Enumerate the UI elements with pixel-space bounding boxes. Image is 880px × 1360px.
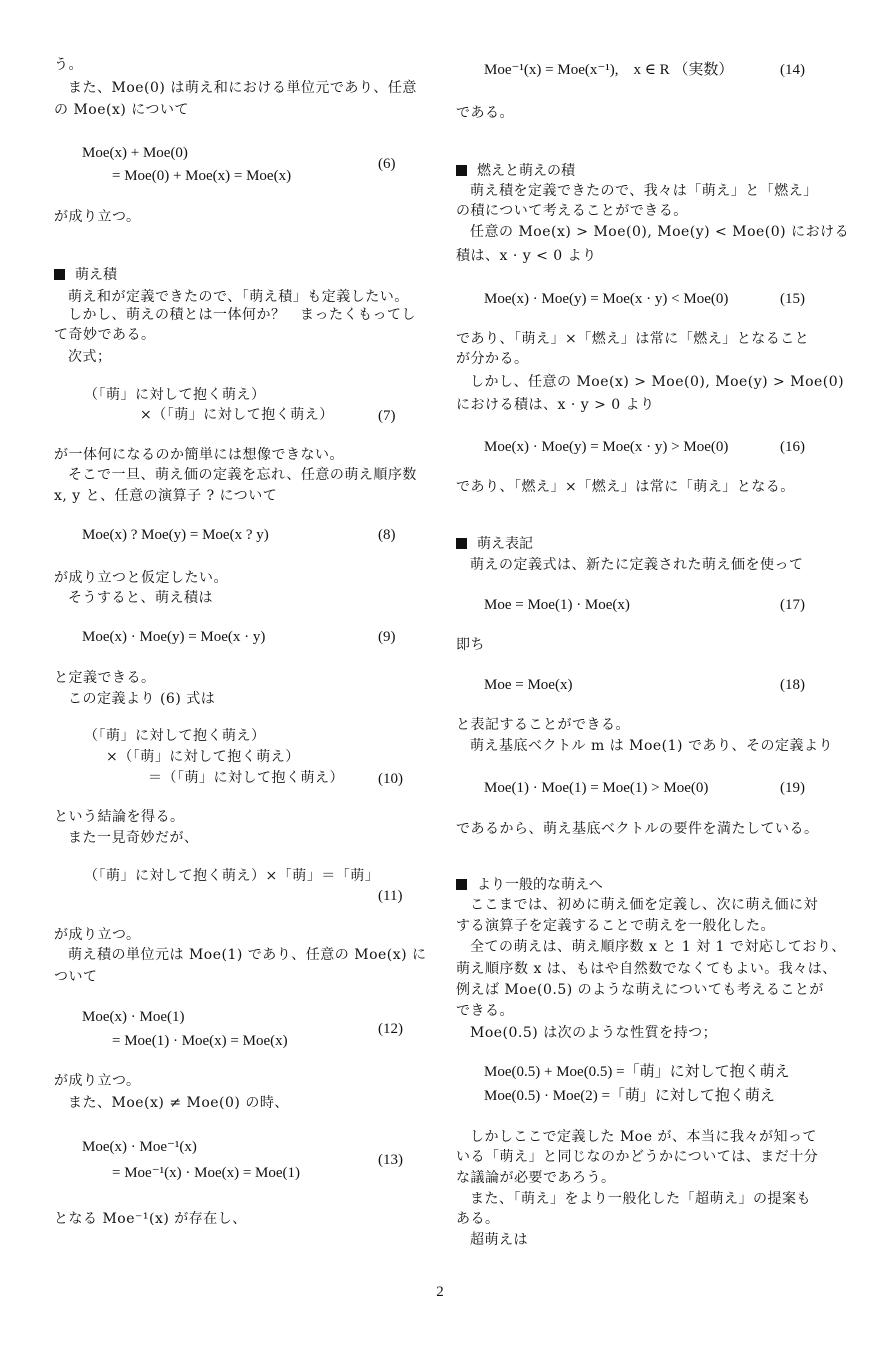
equation-17: Moe = Moe(1) · Moe(x) <box>484 597 630 613</box>
text-line: 次式； <box>68 349 112 365</box>
equation-number: (9) <box>378 629 396 645</box>
text-line: いる「萌え」と同じなのかどうかについては、まだ十分 <box>456 1149 819 1165</box>
text-line: である。 <box>456 105 514 121</box>
text-line: Moe(0.5) は次のような性質を持つ； <box>470 1025 718 1041</box>
text-line: という結論を得る。 <box>54 809 185 825</box>
equation-10-line1: （「萌」に対して抱く萌え） <box>84 728 266 744</box>
equation-10-line2: ×（「萌」に対して抱く萌え） <box>106 749 300 765</box>
text-line: 萌え積を定義できたので、我々は「萌え」と「燃え」 <box>470 183 818 199</box>
text-line: 萌え基底ベクトル m は Moe(1) であり、その定義より <box>470 738 833 754</box>
equation-number: (12) <box>378 1021 403 1037</box>
equation-6-line2: = Moe(0) + Moe(x) = Moe(x) <box>112 168 292 184</box>
text-line: この定義より (6) 式は <box>68 691 216 707</box>
equation-7-line2: ×（「萌」に対して抱く萌え） <box>140 407 334 423</box>
text-line: しかし、萌えの積とは一体何か？ まったくもってし <box>68 307 416 323</box>
section-heading: 燃えと萌えの積 <box>456 162 575 180</box>
text-line: が成り立つ。 <box>54 1073 141 1089</box>
text-line: であり、「燃え」×「燃え」は常に「萌え」となる。 <box>456 479 795 495</box>
text-line: て奇妙である。 <box>54 327 156 343</box>
section-heading: 萌え積 <box>54 266 117 284</box>
equation-18: Moe = Moe(x) <box>484 677 573 693</box>
section-bullet-icon <box>54 269 65 280</box>
equation-14: Moe⁻¹(x) = Moe(x⁻¹), x ∈ R （実数） <box>484 62 734 78</box>
text-line: な議論が必要であろう。 <box>456 1170 616 1186</box>
text-line: ある。 <box>456 1211 500 1227</box>
section-heading: より一般的な萌えへ <box>456 876 603 894</box>
equation-13-line1: Moe(x) · Moe⁻¹(x) <box>82 1139 197 1155</box>
text-line: であるから、萌え基底ベクトルの要件を満たしている。 <box>456 821 819 837</box>
equation-number: (13) <box>378 1152 403 1168</box>
text-line: x, y と、任意の演算子 ? について <box>54 488 278 504</box>
equation-6-line1: Moe(x) + Moe(0) <box>82 145 188 161</box>
equation-number: (11) <box>378 888 403 904</box>
text-line: ついて <box>54 969 98 985</box>
text-line: となる Moe⁻¹(x) が存在し、 <box>54 1211 247 1227</box>
equation-12-line2: = Moe(1) · Moe(x) = Moe(x) <box>112 1033 288 1049</box>
text-line: が一体何になるのか簡単には想像できない。 <box>54 447 344 463</box>
text-line: が成り立つ。 <box>54 927 141 943</box>
text-line: 任意の Moe(x) > Moe(0), Moe(y) < Moe(0) における <box>470 224 850 240</box>
equation-16: Moe(x) · Moe(y) = Moe(x · y) > Moe(0) <box>484 439 729 455</box>
equation-15: Moe(x) · Moe(y) = Moe(x · y) < Moe(0) <box>484 291 729 307</box>
equation-12-line1: Moe(x) · Moe(1) <box>82 1009 185 1025</box>
text-line: 萌え順序数 x は、もはや自然数でなくてもよい。我々は、 <box>456 961 837 977</box>
equation-number: (15) <box>780 291 805 307</box>
equation-number: (10) <box>378 771 403 787</box>
left-column <box>54 0 434 1360</box>
equation-number: (17) <box>780 597 805 613</box>
section-bullet-icon <box>456 165 467 176</box>
equation-19: Moe(1) · Moe(1) = Moe(1) > Moe(0) <box>484 780 709 796</box>
text-line: 萌え和が定義できたので、「萌え積」も定義したい。 <box>68 289 409 305</box>
equation-11: （「萌」に対して抱く萌え）×「萌」＝「萌」 <box>84 868 380 884</box>
page-number: 2 <box>436 1284 444 1300</box>
text-line: ここまでは、初めに萌え価を定義し、次に萌え価に対 <box>470 897 818 913</box>
text-line: が成り立つ。 <box>54 209 141 225</box>
text-line: する演算子を定義することで萌えを一般化した。 <box>456 918 775 934</box>
text-line: また、Moe(x) ≠ Moe(0) の時、 <box>68 1095 289 1111</box>
equation-half-line1: Moe(0.5) + Moe(0.5) =「萌」に対して抱く萌え <box>484 1064 790 1080</box>
equation-number: (6) <box>378 156 396 172</box>
text-line: 萌えの定義式は、新たに定義された萌え価を使って <box>470 557 804 573</box>
equation-number: (19) <box>780 780 805 796</box>
text-line: また、「萌え」をより一般化した「超萌え」の提案も <box>470 1191 811 1207</box>
text-line: そこで一旦、萌え価の定義を忘れ、任意の萌え順序数 <box>68 467 417 483</box>
text-line: と定義できる。 <box>54 670 156 686</box>
section-heading: 萌え表記 <box>456 535 533 553</box>
equation-number: (7) <box>378 408 396 424</box>
equation-number: (16) <box>780 439 805 455</box>
text-line: また一見奇妙だが、 <box>68 830 199 846</box>
text-line: 全ての萌えは、萌え順序数 x と 1 対 1 で対応しており、 <box>470 939 846 955</box>
text-line: 超萌えは <box>470 1232 528 1248</box>
text-line: 積は、x · y < 0 より <box>456 248 597 264</box>
equation-half-line2: Moe(0.5) · Moe(2) =「萌」に対して抱く萌え <box>484 1088 775 1104</box>
text-line: そうすると、萌え積は <box>68 590 213 606</box>
section-bullet-icon <box>456 538 467 549</box>
text-line: であり、「萌え」×「燃え」は常に「燃え」となること <box>456 331 810 347</box>
equation-10-line3: ＝（「萌」に対して抱く萌え） <box>148 770 344 786</box>
right-column <box>456 0 850 1360</box>
text-line: できる。 <box>456 1003 514 1019</box>
text-line: が成り立つと仮定したい。 <box>54 570 228 586</box>
text-line: の Moe(x) について <box>54 102 189 118</box>
text-line: 即ち <box>456 637 485 653</box>
text-line: における積は、x · y > 0 より <box>456 397 655 413</box>
text-line: の積について考えることができる。 <box>456 203 688 219</box>
text-line: しかし、任意の Moe(x) > Moe(0), Moe(y) > Moe(0) <box>470 374 845 390</box>
equation-9: Moe(x) · Moe(y) = Moe(x · y) <box>82 629 266 645</box>
equation-number: (14) <box>780 62 805 78</box>
equation-number: (18) <box>780 677 805 693</box>
equation-number: (8) <box>378 527 396 543</box>
text-line: 萌え積の単位元は Moe(1) であり、任意の Moe(x) に <box>68 947 427 963</box>
text-line: と表記することができる。 <box>456 717 630 733</box>
section-bullet-icon <box>456 879 467 890</box>
text-line: う。 <box>54 57 83 73</box>
text-line: 例えば Moe(0.5) のような萌えについても考えることが <box>456 982 824 998</box>
equation-13-line2: = Moe⁻¹(x) · Moe(x) = Moe(1) <box>112 1165 301 1181</box>
text-line: が分かる。 <box>456 351 529 367</box>
equation-8: Moe(x) ? Moe(y) = Moe(x ? y) <box>82 527 269 543</box>
text-line: しかしここで定義した Moe が、本当に我々が知って <box>470 1129 817 1145</box>
equation-7-line1: （「萌」に対して抱く萌え） <box>84 387 266 403</box>
text-line: また、Moe(0) は萌え和における単位元であり、任意 <box>68 80 417 96</box>
